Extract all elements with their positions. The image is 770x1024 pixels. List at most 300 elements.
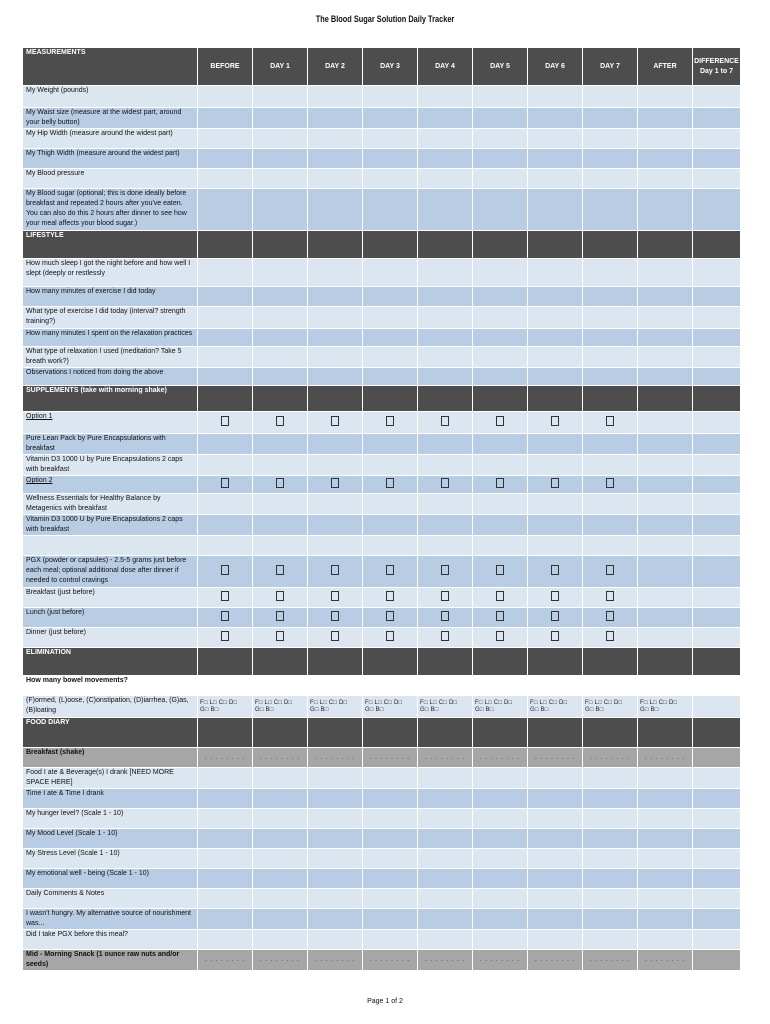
entry-cell[interactable] (473, 556, 528, 588)
entry-cell[interactable] (363, 412, 418, 434)
entry-cell[interactable] (418, 412, 473, 434)
checkbox-icon[interactable] (331, 591, 339, 601)
checkbox-icon[interactable] (606, 478, 614, 488)
entry-cell[interactable] (198, 696, 253, 718)
entry-cell[interactable] (363, 556, 418, 588)
elimination-codes[interactable]: F□ L□ C□ D□ (475, 700, 513, 706)
entry-cell[interactable] (473, 434, 528, 455)
entry-cell[interactable] (638, 129, 693, 149)
entry-cell[interactable] (638, 556, 693, 588)
entry-cell[interactable] (528, 108, 583, 129)
entry-cell[interactable] (583, 259, 638, 287)
entry-cell[interactable] (363, 676, 418, 696)
entry-cell[interactable] (418, 231, 473, 259)
entry-cell[interactable] (363, 718, 418, 748)
entry-cell[interactable] (693, 829, 741, 849)
entry-cell[interactable] (528, 494, 583, 515)
entry-cell[interactable] (198, 347, 253, 368)
entry-cell[interactable] (308, 329, 363, 347)
entry-cell[interactable] (473, 347, 528, 368)
entry-cell[interactable] (308, 455, 363, 476)
entry-cell[interactable] (473, 307, 528, 329)
entry-cell[interactable] (473, 329, 528, 347)
entry-cell[interactable] (308, 259, 363, 287)
entry-cell[interactable] (308, 169, 363, 189)
entry-cell[interactable] (583, 108, 638, 129)
entry-cell[interactable] (693, 608, 741, 628)
entry-cell[interactable] (528, 455, 583, 476)
entry-cell[interactable] (528, 930, 583, 950)
entry-cell[interactable] (473, 789, 528, 809)
entry-cell[interactable] (528, 149, 583, 169)
entry-cell[interactable] (198, 768, 253, 789)
checkbox-icon[interactable] (551, 565, 559, 575)
entry-cell[interactable] (528, 676, 583, 696)
entry-cell[interactable] (583, 86, 638, 108)
entry-cell[interactable] (308, 789, 363, 809)
entry-cell[interactable] (693, 434, 741, 455)
entry-cell[interactable] (253, 347, 308, 368)
entry-cell[interactable] (693, 129, 741, 149)
entry-cell[interactable] (638, 608, 693, 628)
checkbox-icon[interactable] (441, 631, 449, 641)
entry-cell[interactable] (418, 169, 473, 189)
entry-cell[interactable] (693, 287, 741, 307)
entry-cell[interactable] (638, 748, 693, 768)
elimination-codes[interactable]: F□ L□ C□ D□ (365, 700, 403, 706)
entry-cell[interactable] (638, 789, 693, 809)
checkbox-icon[interactable] (551, 478, 559, 488)
entry-cell[interactable] (693, 676, 741, 696)
entry-cell[interactable] (583, 588, 638, 608)
entry-cell[interactable] (198, 608, 253, 628)
entry-cell[interactable] (473, 648, 528, 676)
entry-cell[interactable] (583, 889, 638, 909)
entry-cell[interactable] (363, 909, 418, 930)
entry-cell[interactable] (198, 329, 253, 347)
checkbox-icon[interactable] (221, 565, 229, 575)
entry-cell[interactable] (418, 476, 473, 494)
entry-cell[interactable] (253, 434, 308, 455)
entry-cell[interactable] (308, 129, 363, 149)
entry-cell[interactable] (198, 149, 253, 169)
entry-cell[interactable] (473, 696, 528, 718)
entry-cell[interactable] (528, 718, 583, 748)
entry-cell[interactable] (363, 108, 418, 129)
entry-cell[interactable] (693, 86, 741, 108)
entry-cell[interactable] (528, 696, 583, 718)
entry-cell[interactable] (418, 455, 473, 476)
entry-cell[interactable] (308, 930, 363, 950)
entry-cell[interactable] (418, 648, 473, 676)
entry-cell[interactable] (638, 696, 693, 718)
entry-cell[interactable] (253, 556, 308, 588)
entry-cell[interactable] (638, 889, 693, 909)
entry-cell[interactable] (473, 676, 528, 696)
checkbox-icon[interactable] (221, 591, 229, 601)
checkbox-icon[interactable] (276, 416, 284, 426)
entry-cell[interactable] (253, 809, 308, 829)
entry-cell[interactable] (198, 86, 253, 108)
entry-cell[interactable] (583, 494, 638, 515)
entry-cell[interactable] (418, 149, 473, 169)
entry-cell[interactable] (253, 129, 308, 149)
entry-cell[interactable] (198, 108, 253, 129)
entry-cell[interactable] (693, 149, 741, 169)
entry-cell[interactable] (308, 476, 363, 494)
entry-cell[interactable] (253, 648, 308, 676)
checkbox-icon[interactable] (441, 611, 449, 621)
entry-cell[interactable] (308, 494, 363, 515)
entry-cell[interactable] (583, 515, 638, 536)
entry-cell[interactable] (253, 869, 308, 889)
checkbox-icon[interactable] (441, 416, 449, 426)
entry-cell[interactable] (363, 307, 418, 329)
entry-cell[interactable] (528, 608, 583, 628)
entry-cell[interactable] (253, 608, 308, 628)
entry-cell[interactable] (363, 748, 418, 768)
elimination-codes[interactable]: F□ L□ C□ D□ (310, 700, 348, 706)
entry-cell[interactable] (253, 368, 308, 386)
entry-cell[interactable] (253, 476, 308, 494)
checkbox-icon[interactable] (496, 611, 504, 621)
entry-cell[interactable] (528, 789, 583, 809)
entry-cell[interactable] (693, 386, 741, 412)
entry-cell[interactable] (253, 628, 308, 648)
entry-cell[interactable] (528, 259, 583, 287)
entry-cell[interactable] (363, 259, 418, 287)
entry-cell[interactable] (418, 259, 473, 287)
checkbox-icon[interactable] (606, 611, 614, 621)
elimination-codes[interactable]: G□ B□ (585, 707, 604, 713)
entry-cell[interactable] (198, 588, 253, 608)
entry-cell[interactable] (583, 189, 638, 231)
entry-cell[interactable] (473, 189, 528, 231)
entry-cell[interactable] (473, 849, 528, 869)
entry-cell[interactable] (528, 829, 583, 849)
entry-cell[interactable] (693, 307, 741, 329)
entry-cell[interactable] (583, 829, 638, 849)
entry-cell[interactable] (528, 748, 583, 768)
checkbox-icon[interactable] (386, 478, 394, 488)
entry-cell[interactable] (418, 789, 473, 809)
entry-cell[interactable] (583, 748, 638, 768)
entry-cell[interactable] (693, 718, 741, 748)
entry-cell[interactable] (638, 169, 693, 189)
entry-cell[interactable] (418, 930, 473, 950)
entry-cell[interactable] (693, 494, 741, 515)
entry-cell[interactable] (583, 287, 638, 307)
entry-cell[interactable] (583, 648, 638, 676)
entry-cell[interactable] (528, 648, 583, 676)
entry-cell[interactable] (198, 412, 253, 434)
entry-cell[interactable] (308, 869, 363, 889)
entry-cell[interactable] (583, 368, 638, 386)
entry-cell[interactable] (473, 476, 528, 494)
checkbox-icon[interactable] (441, 478, 449, 488)
entry-cell[interactable] (638, 347, 693, 368)
entry-cell[interactable] (253, 259, 308, 287)
entry-cell[interactable] (528, 588, 583, 608)
checkbox-icon[interactable] (496, 416, 504, 426)
entry-cell[interactable] (308, 149, 363, 169)
entry-cell[interactable] (198, 434, 253, 455)
entry-cell[interactable] (638, 259, 693, 287)
entry-cell[interactable] (528, 434, 583, 455)
entry-cell[interactable] (253, 231, 308, 259)
entry-cell[interactable] (693, 809, 741, 829)
elimination-codes[interactable]: F□ L□ C□ D□ (585, 700, 623, 706)
entry-cell[interactable] (308, 768, 363, 789)
entry-cell[interactable] (693, 950, 741, 971)
entry-cell[interactable] (308, 696, 363, 718)
entry-cell[interactable] (253, 829, 308, 849)
entry-cell[interactable] (198, 889, 253, 909)
entry-cell[interactable] (198, 386, 253, 412)
entry-cell[interactable] (418, 329, 473, 347)
entry-cell[interactable] (418, 809, 473, 829)
checkbox-icon[interactable] (551, 416, 559, 426)
checkbox-icon[interactable] (276, 611, 284, 621)
entry-cell[interactable] (473, 628, 528, 648)
entry-cell[interactable] (638, 930, 693, 950)
entry-cell[interactable] (473, 494, 528, 515)
entry-cell[interactable] (253, 494, 308, 515)
entry-cell[interactable] (363, 809, 418, 829)
checkbox-icon[interactable] (386, 631, 394, 641)
entry-cell[interactable] (693, 476, 741, 494)
entry-cell[interactable] (693, 930, 741, 950)
entry-cell[interactable] (638, 588, 693, 608)
entry-cell[interactable] (583, 628, 638, 648)
entry-cell[interactable] (693, 748, 741, 768)
entry-cell[interactable] (418, 718, 473, 748)
entry-cell[interactable] (583, 676, 638, 696)
entry-cell[interactable] (198, 455, 253, 476)
checkbox-icon[interactable] (386, 591, 394, 601)
entry-cell[interactable] (253, 329, 308, 347)
entry-cell[interactable] (693, 909, 741, 930)
entry-cell[interactable] (693, 329, 741, 347)
entry-cell[interactable] (583, 930, 638, 950)
entry-cell[interactable] (198, 909, 253, 930)
entry-cell[interactable] (583, 718, 638, 748)
entry-cell[interactable] (418, 494, 473, 515)
entry-cell[interactable] (693, 556, 741, 588)
entry-cell[interactable] (418, 696, 473, 718)
entry-cell[interactable] (473, 386, 528, 412)
entry-cell[interactable] (363, 930, 418, 950)
entry-cell[interactable] (693, 412, 741, 434)
entry-cell[interactable] (308, 108, 363, 129)
entry-cell[interactable] (363, 347, 418, 368)
entry-cell[interactable] (308, 231, 363, 259)
entry-cell[interactable] (528, 347, 583, 368)
entry-cell[interactable] (198, 869, 253, 889)
entry-cell[interactable] (363, 368, 418, 386)
entry-cell[interactable] (638, 287, 693, 307)
entry-cell[interactable] (638, 909, 693, 930)
entry-cell[interactable] (198, 515, 253, 536)
entry-cell[interactable] (418, 108, 473, 129)
checkbox-icon[interactable] (331, 416, 339, 426)
entry-cell[interactable] (363, 696, 418, 718)
entry-cell[interactable] (418, 849, 473, 869)
elimination-codes[interactable]: G□ B□ (475, 707, 494, 713)
entry-cell[interactable] (198, 648, 253, 676)
entry-cell[interactable] (363, 189, 418, 231)
entry-cell[interactable] (693, 368, 741, 386)
entry-cell[interactable] (363, 434, 418, 455)
entry-cell[interactable] (363, 494, 418, 515)
entry-cell[interactable] (473, 768, 528, 789)
checkbox-icon[interactable] (276, 591, 284, 601)
entry-cell[interactable] (528, 329, 583, 347)
entry-cell[interactable] (308, 829, 363, 849)
entry-cell[interactable] (693, 628, 741, 648)
checkbox-icon[interactable] (496, 478, 504, 488)
entry-cell[interactable] (418, 307, 473, 329)
checkbox-icon[interactable] (276, 565, 284, 575)
elimination-codes[interactable]: F□ L□ C□ D□ (640, 700, 678, 706)
entry-cell[interactable] (308, 849, 363, 869)
checkbox-icon[interactable] (331, 631, 339, 641)
entry-cell[interactable] (473, 412, 528, 434)
elimination-codes[interactable]: G□ B□ (200, 707, 219, 713)
entry-cell[interactable] (638, 628, 693, 648)
entry-cell[interactable] (638, 950, 693, 971)
entry-cell[interactable] (308, 950, 363, 971)
entry-cell[interactable] (253, 536, 308, 556)
entry-cell[interactable] (528, 169, 583, 189)
entry-cell[interactable] (583, 329, 638, 347)
checkbox-icon[interactable] (221, 478, 229, 488)
entry-cell[interactable] (418, 434, 473, 455)
entry-cell[interactable] (693, 696, 741, 718)
entry-cell[interactable] (473, 869, 528, 889)
entry-cell[interactable] (473, 809, 528, 829)
entry-cell[interactable] (308, 412, 363, 434)
entry-cell[interactable] (363, 789, 418, 809)
entry-cell[interactable] (198, 718, 253, 748)
checkbox-icon[interactable] (551, 611, 559, 621)
checkbox-icon[interactable] (551, 591, 559, 601)
entry-cell[interactable] (418, 748, 473, 768)
entry-cell[interactable] (363, 950, 418, 971)
entry-cell[interactable] (473, 129, 528, 149)
entry-cell[interactable] (693, 849, 741, 869)
entry-cell[interactable] (253, 718, 308, 748)
entry-cell[interactable] (418, 889, 473, 909)
entry-cell[interactable] (363, 588, 418, 608)
entry-cell[interactable] (473, 829, 528, 849)
entry-cell[interactable] (638, 149, 693, 169)
entry-cell[interactable] (638, 536, 693, 556)
entry-cell[interactable] (693, 536, 741, 556)
entry-cell[interactable] (198, 849, 253, 869)
entry-cell[interactable] (363, 231, 418, 259)
entry-cell[interactable] (363, 149, 418, 169)
entry-cell[interactable] (583, 950, 638, 971)
entry-cell[interactable] (473, 231, 528, 259)
entry-cell[interactable] (308, 434, 363, 455)
entry-cell[interactable] (418, 869, 473, 889)
entry-cell[interactable] (418, 536, 473, 556)
entry-cell[interactable] (693, 347, 741, 368)
entry-cell[interactable] (638, 849, 693, 869)
entry-cell[interactable] (253, 455, 308, 476)
entry-cell[interactable] (528, 86, 583, 108)
checkbox-icon[interactable] (331, 611, 339, 621)
entry-cell[interactable] (638, 676, 693, 696)
entry-cell[interactable] (638, 386, 693, 412)
entry-cell[interactable] (583, 129, 638, 149)
entry-cell[interactable] (363, 829, 418, 849)
entry-cell[interactable] (638, 86, 693, 108)
entry-cell[interactable] (473, 149, 528, 169)
entry-cell[interactable] (583, 536, 638, 556)
checkbox-icon[interactable] (441, 591, 449, 601)
entry-cell[interactable] (253, 108, 308, 129)
entry-cell[interactable] (583, 347, 638, 368)
entry-cell[interactable] (418, 768, 473, 789)
entry-cell[interactable] (583, 768, 638, 789)
entry-cell[interactable] (198, 536, 253, 556)
entry-cell[interactable] (308, 718, 363, 748)
entry-cell[interactable] (638, 329, 693, 347)
entry-cell[interactable] (528, 849, 583, 869)
entry-cell[interactable] (308, 86, 363, 108)
entry-cell[interactable] (638, 476, 693, 494)
entry-cell[interactable] (638, 368, 693, 386)
entry-cell[interactable] (693, 455, 741, 476)
entry-cell[interactable] (253, 287, 308, 307)
entry-cell[interactable] (253, 909, 308, 930)
entry-cell[interactable] (363, 608, 418, 628)
entry-cell[interactable] (693, 869, 741, 889)
entry-cell[interactable] (693, 515, 741, 536)
entry-cell[interactable] (253, 768, 308, 789)
entry-cell[interactable] (308, 748, 363, 768)
checkbox-icon[interactable] (221, 611, 229, 621)
entry-cell[interactable] (308, 909, 363, 930)
entry-cell[interactable] (583, 455, 638, 476)
entry-cell[interactable] (253, 849, 308, 869)
entry-cell[interactable] (253, 307, 308, 329)
entry-cell[interactable] (253, 86, 308, 108)
entry-cell[interactable] (583, 809, 638, 829)
entry-cell[interactable] (418, 588, 473, 608)
entry-cell[interactable] (308, 608, 363, 628)
entry-cell[interactable] (363, 386, 418, 412)
entry-cell[interactable] (418, 86, 473, 108)
entry-cell[interactable] (198, 307, 253, 329)
checkbox-icon[interactable] (606, 565, 614, 575)
entry-cell[interactable] (473, 108, 528, 129)
elimination-codes[interactable]: G□ B□ (420, 707, 439, 713)
entry-cell[interactable] (198, 259, 253, 287)
entry-cell[interactable] (418, 909, 473, 930)
entry-cell[interactable] (583, 909, 638, 930)
checkbox-icon[interactable] (496, 565, 504, 575)
entry-cell[interactable] (638, 648, 693, 676)
entry-cell[interactable] (308, 189, 363, 231)
entry-cell[interactable] (363, 515, 418, 536)
entry-cell[interactable] (198, 129, 253, 149)
entry-cell[interactable] (308, 307, 363, 329)
entry-cell[interactable] (473, 86, 528, 108)
entry-cell[interactable] (418, 950, 473, 971)
